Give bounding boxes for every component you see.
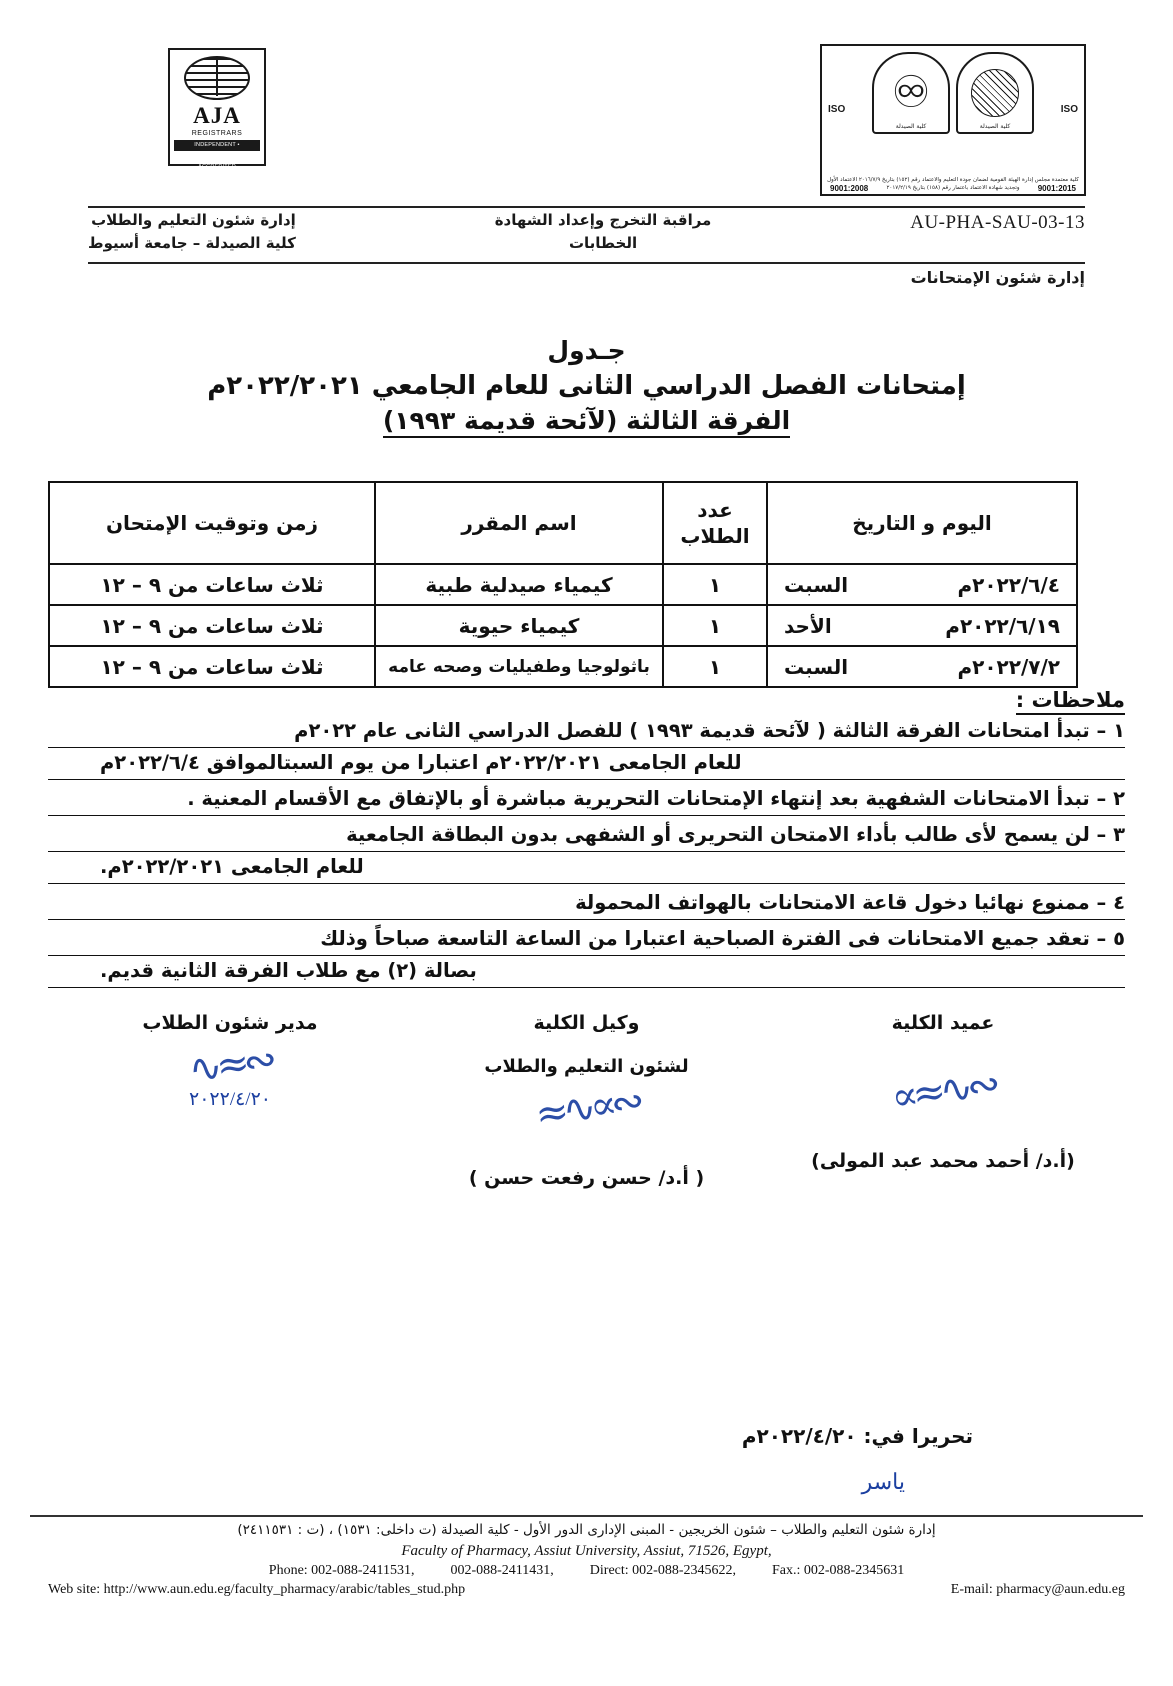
cell-course-name: باثولوجيا وطفيليات وصحه عامه <box>375 646 663 687</box>
signature-title: عميد الكلية <box>891 1012 995 1034</box>
exam-administration-label: إدارة شئون الإمتحانات <box>910 268 1085 287</box>
table-header-row <box>49 482 1077 564</box>
cell-date-value: ٢٠٢٢/٧/٢م <box>957 654 1060 679</box>
column-header-course: اسم المقرر <box>375 482 663 564</box>
cell-exam-time: ثلاث ساعات من ٩ – ١٢ <box>49 564 375 605</box>
snake-bowl-icon: ♾ كلية الصيدلة <box>872 52 950 134</box>
cell-course-name: كيمياء حيوية <box>375 605 663 646</box>
note-item <box>48 716 1125 780</box>
iso-label-right: ISO <box>1060 104 1078 115</box>
exam-schedule-table <box>48 481 1078 688</box>
note-5-line-2: بصالة (٢) مع طلاب الفرقة الثانية قديم. <box>48 956 1125 988</box>
header-middle-line2: الخطابات <box>568 234 638 252</box>
signature-vice-dean <box>417 1012 757 1189</box>
cell-exam-time: ثلاث ساعات من ٩ – ١٢ <box>49 646 375 687</box>
signature-ink <box>773 1060 1113 1146</box>
signature-subtitle: لشئون التعليم والطلاب <box>484 1056 689 1077</box>
document-code: AU-PHA-SAU-03-13 <box>910 212 1085 233</box>
title-line-1: جـدول <box>547 336 626 365</box>
handwritten-signature-mark: ∾∝∿≈ <box>531 1078 642 1138</box>
column-header-count-line2: الطلاب <box>680 524 750 548</box>
note-5-line-1: ٥ – تعقد جميع الامتحانات فى الفترة الصباحية اعتبارا من الساعة التاسعة صباحاً وذلك <box>48 924 1125 956</box>
iso-number-right: 9001:2008 <box>830 184 869 193</box>
header-department-block <box>88 209 296 255</box>
note-1-line-2: للعام الجامعى ٢٠٢٢/٢٠٢١م اعتبارا من يوم السبتالموافق ٢٠٢٢/٦/٤م <box>48 748 1125 780</box>
footer-fax: Fax.: 002-088-2345631 <box>772 1563 905 1578</box>
footer-web-line <box>30 1582 1143 1598</box>
globe-icon <box>184 56 250 100</box>
column-header-date: اليوم و التاريخ <box>767 482 1077 564</box>
header-department-line2: كلية الصيدلة – جامعة أسيوط <box>88 234 296 252</box>
notes-heading-text: ملاحظات : <box>1016 688 1125 715</box>
iso-number-left: 9001:2015 <box>1037 184 1076 193</box>
arch-caption-right: كلية الصيدلة <box>895 123 927 130</box>
aja-logo-bar: INDEPENDENT • INTERNATIONAL • ACCREDITED <box>174 140 260 151</box>
cell-course-name: كيمياء صيدلية طبية <box>375 564 663 605</box>
note-item <box>48 888 1125 920</box>
faculty-emblem-arches <box>822 46 1084 134</box>
cell-day-name: السبت <box>784 654 849 679</box>
note-1-line-1: ١ – تبدأ امتحانات الفرقة الثالثة ( لآئحة قديمة ١٩٩٣ ) للفصل الدراسي الثانى عام ٢٠٢٢م <box>48 716 1125 748</box>
aja-registrars-logo <box>168 48 266 170</box>
note-item <box>48 924 1125 988</box>
cell-date <box>767 605 1077 646</box>
table-row <box>49 564 1077 605</box>
note-3-line-2: للعام الجامعى ٢٠٢٢/٢٠٢١م. <box>48 852 1125 884</box>
signature-title: مدير شئون الطلاب <box>142 1012 318 1034</box>
footer <box>30 1520 1143 1598</box>
note-item <box>48 784 1125 816</box>
mortar-wheel-icon <box>956 52 1034 134</box>
footer-website[interactable]: Web site: http://www.aun.edu.eg/faculty_pharmacy/arabic/tables_stud.php <box>48 1582 466 1597</box>
cell-student-count: ١ <box>663 564 767 605</box>
issue-date-label: تحريرا في: ٢٠٢٢/٤/٢٠م <box>741 1424 973 1448</box>
signature-row <box>60 1012 1113 1189</box>
notes-heading <box>48 688 1125 712</box>
header-middle-line1: مراقبة التخرج وإعداد الشهادة <box>494 211 712 229</box>
title-line-3: الفرقة الثالثة (لآئحة قديمة ١٩٩٣) <box>383 406 790 438</box>
signature-name: ( أ.د/ حسن رفعت حسن ) <box>468 1167 705 1189</box>
cell-date-value: ٢٠٢٢/٦/٤م <box>957 572 1060 597</box>
footer-phone-line <box>30 1563 1143 1579</box>
aja-logo-text: AJA <box>193 103 241 128</box>
cell-date-value: ٢٠٢٢/٦/١٩م <box>945 613 1060 638</box>
iso-label-left: ISO <box>828 104 846 115</box>
cell-date <box>767 564 1077 605</box>
faculty-accreditation-logo <box>820 44 1086 196</box>
cell-date <box>767 646 1077 687</box>
clerk-signature: ياسر <box>861 1470 905 1495</box>
header-middle-block <box>495 209 712 255</box>
handwritten-signature-mark: ∾≈∿ <box>185 1036 275 1094</box>
title-line-2: إمتحانات الفصل الدراسي الثانى للعام الجامعي ٢٠٢٢/٢٠٢١م <box>207 371 966 401</box>
signature-dean <box>773 1012 1113 1189</box>
signature-name: (أ.د/ أحمد محمد عبد المولى) <box>811 1150 1075 1172</box>
footer-phone-2: 002-088-2411431, <box>450 1563 554 1578</box>
cell-day-name: السبت <box>784 572 849 597</box>
table-row <box>49 605 1077 646</box>
header-department-line1: إدارة شئون التعليم والطلاب <box>91 211 296 229</box>
signature-ink <box>417 1077 757 1163</box>
footer-english-address: Faculty of Pharmacy, Assiut University, Assiut, 71526, Egypt, <box>401 1543 772 1559</box>
footer-email[interactable]: E-mail: pharmacy@aun.edu.eg <box>950 1582 1125 1597</box>
notes-section <box>48 688 1125 988</box>
accreditation-fine-print: كلية معتمدة مجلس إدارة الهيئة القومية لضمان جودة التعليم والاعتماد رقم (١٥٢) بتاريخ ٢٠١٦/٧/٩ الاعتماد الأول وتجديد شهادة الاعتماد باعتمار رقم (١٥٨) بتاريخ ٢٠١٧/٢/١٩ <box>827 177 1079 191</box>
signature-ink-date: ٢٠٢٢/٤/٢٠ <box>189 1089 271 1110</box>
arch-caption-left: كلية الصيدلة <box>979 123 1011 130</box>
aja-logo-subtext: REGISTRARS <box>191 130 243 137</box>
signature-ink <box>60 1034 400 1120</box>
column-header-count-line1: عدد <box>697 498 733 522</box>
iso-standard-numbers <box>822 184 1084 193</box>
signature-title: وكيل الكلية <box>533 1012 640 1034</box>
note-4-line-1: ٤ – ممنوع نهائيا دخول قاعة الامتحانات بالهواتف المحمولة <box>48 888 1125 920</box>
header-divider-top <box>88 206 1085 208</box>
column-header-time: زمن وتوقيت الإمتحان <box>49 482 375 564</box>
note-2-line-1: ٢ – تبدأ الامتحانات الشفهية بعد إنتهاء الإمتحانات التحريرية مباشرة أو بالإتفاق مع الأقسام المعنية . <box>48 784 1125 816</box>
cell-day-name: الأحد <box>784 613 832 638</box>
header-divider-bottom <box>88 262 1085 264</box>
table-row <box>49 646 1077 687</box>
header-meta-row <box>88 209 1085 261</box>
footer-divider <box>30 1515 1143 1517</box>
cell-student-count: ١ <box>663 605 767 646</box>
handwritten-signature-mark: ∾∿≈∝ <box>888 1061 998 1121</box>
page-title <box>0 336 1173 438</box>
note-3-line-1: ٣ – لن يسمح لأى طالب بأداء الامتحان التحريرى أو الشفهى بدون البطاقة الجامعية <box>48 820 1125 852</box>
footer-direct: Direct: 002-088-2345622, <box>589 1563 736 1578</box>
note-item <box>48 820 1125 884</box>
signature-student-affairs-director <box>60 1012 400 1189</box>
cell-student-count: ١ <box>663 646 767 687</box>
cell-exam-time: ثلاث ساعات من ٩ – ١٢ <box>49 605 375 646</box>
footer-arabic-address: إدارة شئون التعليم والطلاب – شئون الخريجين - المبنى الإدارى الدور الأول - كلية الصيدلة (ت داخلى: ١٥٣١) ، (ت : ٢٤١١٥٣١) <box>237 1522 936 1538</box>
footer-phone: Phone: 002-088-2411531, <box>268 1563 415 1578</box>
column-header-count <box>663 482 767 564</box>
